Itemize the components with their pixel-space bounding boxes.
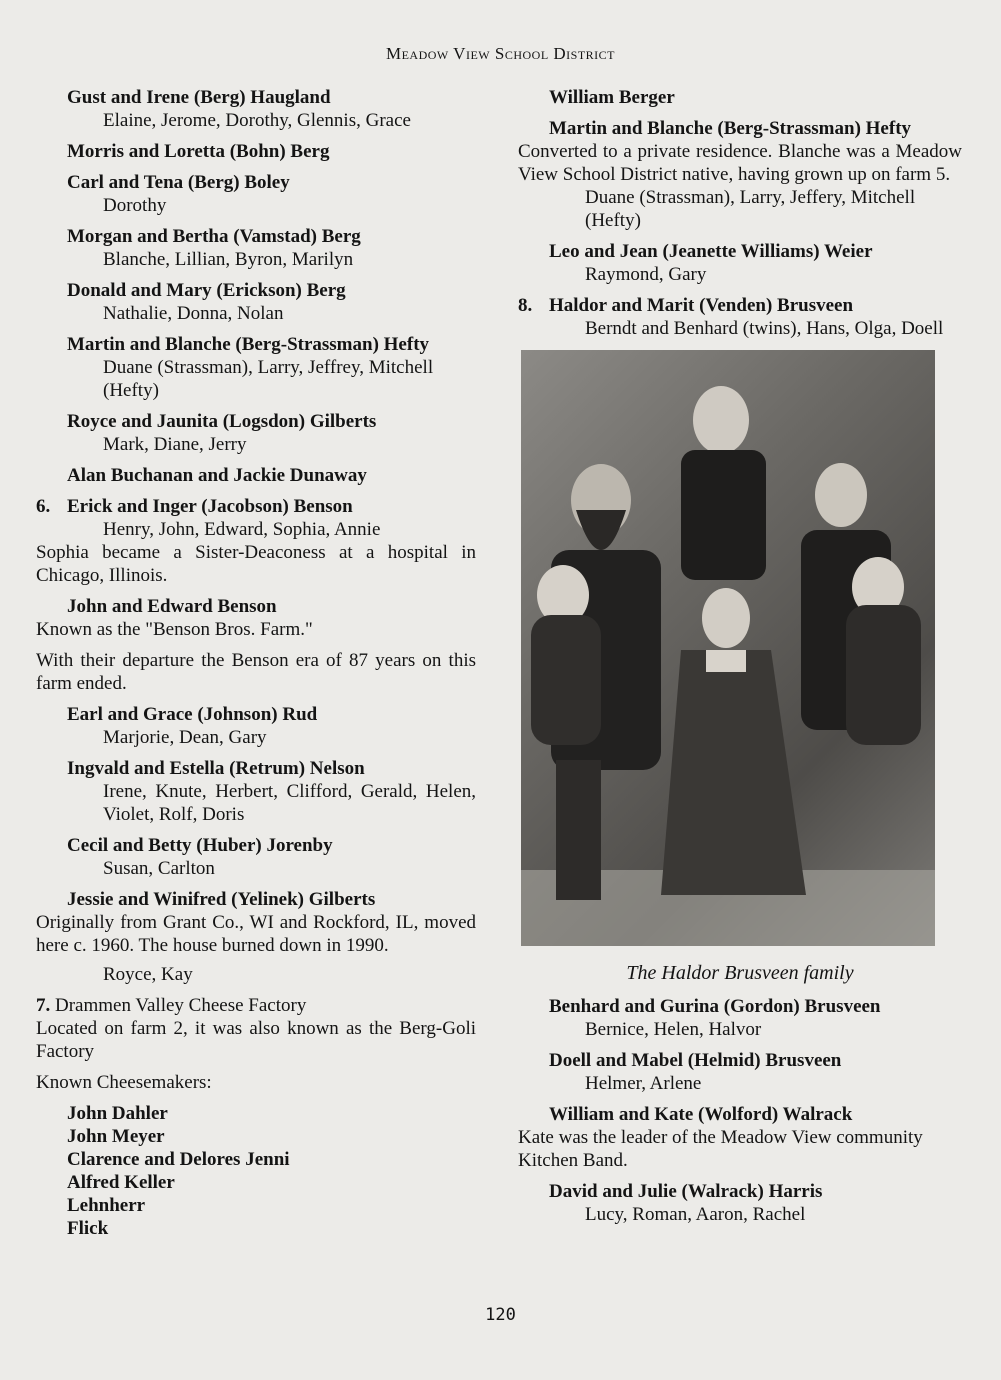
family-note: Known as the "Benson Bros. Farm."	[36, 619, 313, 640]
family-entry	[518, 240, 962, 286]
family-entry	[36, 86, 476, 132]
era-note: With their departure the Benson era of 87 years on this farm ended.	[36, 650, 476, 694]
section-8	[518, 294, 962, 340]
family-entry	[36, 703, 476, 749]
page-number: 120	[485, 1305, 516, 1325]
family-entry	[36, 888, 476, 986]
family-name: Benhard and Gurina (Gordon) Brusveen	[549, 996, 881, 1017]
family-entry	[518, 1049, 962, 1095]
family-name: Erick and Inger (Jacobson) Benson	[67, 496, 353, 517]
cheesemaker-list	[36, 1102, 476, 1240]
family-name: Gust and Irene (Berg) Haugland	[67, 87, 331, 108]
list-item: Clarence and Delores Jenni	[67, 1149, 290, 1170]
children-list: Berndt and Benhard (twins), Hans, Olga, Doell	[585, 318, 944, 339]
list-item: Lehnherr	[67, 1195, 146, 1216]
children-list: Blanche, Lillian, Byron, Marilyn	[103, 249, 354, 270]
family-entry	[36, 757, 476, 826]
family-entry	[36, 279, 476, 325]
family-note: Converted to a private residence. Blanche was a Meadow View School District native, having grown up on farm 5.	[518, 141, 962, 185]
family-note: Sophia became a Sister-Deaconess at a hospital in Chicago, Illinois.	[36, 542, 476, 586]
cheesemakers-label: Known Cheesemakers:	[36, 1072, 212, 1093]
family-name: Martin and Blanche (Berg-Strassman) Hefty	[549, 118, 912, 139]
photo-figures	[521, 350, 935, 946]
children-list: Marjorie, Dean, Gary	[103, 727, 267, 748]
family-name: Donald and Mary (Erickson) Berg	[67, 280, 346, 301]
children-list: Duane (Strassman), Larry, Jeffrey, Mitchell (Hefty)	[103, 357, 434, 401]
family-entry	[36, 410, 476, 456]
list-item: John Meyer	[67, 1126, 165, 1147]
list-item: Flick	[67, 1218, 109, 1239]
family-note: Kate was the leader of the Meadow View community Kitchen Band.	[518, 1127, 923, 1171]
list-item: John Dahler	[67, 1103, 168, 1124]
section-6	[36, 495, 476, 587]
list-item: Alfred Keller	[67, 1172, 175, 1193]
children-list: Mark, Diane, Jerry	[103, 434, 247, 455]
family-name: Morgan and Bertha (Vamstad) Berg	[67, 226, 361, 247]
family-name: Haldor and Marit (Venden) Brusveen	[549, 295, 854, 316]
children-list: Raymond, Gary	[585, 264, 707, 285]
section-note: Located on farm 2, it was also known as the Berg-Goli Factory	[36, 1018, 476, 1062]
family-photograph	[521, 350, 935, 946]
family-name: Jessie and Winifred (Yelinek) Gilberts	[67, 889, 376, 910]
section-number: 6.	[36, 496, 51, 517]
children-list: Bernice, Helen, Halvor	[585, 1019, 762, 1040]
photo-caption: The Haldor Brusveen family	[626, 962, 854, 984]
children-list: Lucy, Roman, Aaron, Rachel	[585, 1204, 806, 1225]
family-entry	[36, 595, 476, 641]
family-name: John and Edward Benson	[67, 596, 277, 617]
left-column	[36, 86, 476, 1248]
family-name: David and Julie (Walrack) Harris	[549, 1181, 823, 1202]
family-name: Carl and Tena (Berg) Boley	[67, 172, 290, 193]
running-header: Meadow View School District	[385, 44, 616, 63]
children-list: Elaine, Jerome, Dorothy, Glennis, Grace	[103, 110, 411, 131]
children-list: Duane (Strassman), Larry, Jeffery, Mitchell (Hefty)	[585, 187, 916, 231]
family-entry	[36, 834, 476, 880]
family-entry	[518, 86, 962, 109]
section-number: 8.	[518, 295, 533, 316]
family-name: Alan Buchanan and Jackie Dunaway	[67, 465, 367, 486]
family-entry	[518, 1180, 962, 1226]
family-name: William and Kate (Wolford) Walrack	[549, 1104, 853, 1125]
family-name: Martin and Blanche (Berg-Strassman) Hefty	[67, 334, 430, 355]
section-number: 7.	[36, 995, 51, 1016]
children-list: Susan, Carlton	[103, 858, 215, 879]
children-list: Royce, Kay	[103, 964, 193, 985]
family-name: Earl and Grace (Johnson) Rud	[67, 704, 318, 725]
children-list: Henry, John, Edward, Sophia, Annie	[103, 519, 381, 540]
family-entry	[36, 140, 476, 163]
family-entry	[36, 171, 476, 217]
section-title: Drammen Valley Cheese Factory	[55, 995, 307, 1016]
family-name: Doell and Mabel (Helmid) Brusveen	[549, 1050, 842, 1071]
children-list: Nathalie, Donna, Nolan	[103, 303, 284, 324]
family-entry	[36, 464, 476, 487]
family-name: Royce and Jaunita (Logsdon) Gilberts	[67, 411, 377, 432]
family-entry	[518, 995, 962, 1041]
family-entry	[518, 1103, 962, 1172]
family-name: Ingvald and Estella (Retrum) Nelson	[67, 758, 365, 779]
children-list: Dorothy	[103, 195, 167, 216]
right-column	[518, 86, 962, 1234]
family-name: Cecil and Betty (Huber) Jorenby	[67, 835, 333, 856]
children-list: Irene, Knute, Herbert, Clifford, Gerald, Helen, Violet, Rolf, Doris	[103, 781, 476, 825]
section-7	[36, 994, 476, 1063]
children-list: Helmer, Arlene	[585, 1073, 702, 1094]
family-name: Leo and Jean (Jeanette Williams) Weier	[549, 241, 873, 262]
family-note: Originally from Grant Co., WI and Rockford, IL, moved here c. 1960. The house burned down in 1990.	[36, 912, 476, 956]
family-name: Morris and Loretta (Bohn) Berg	[67, 141, 330, 162]
family-entry	[36, 333, 476, 402]
family-name: William Berger	[549, 87, 675, 108]
family-entry	[518, 117, 962, 232]
family-entry	[36, 225, 476, 271]
